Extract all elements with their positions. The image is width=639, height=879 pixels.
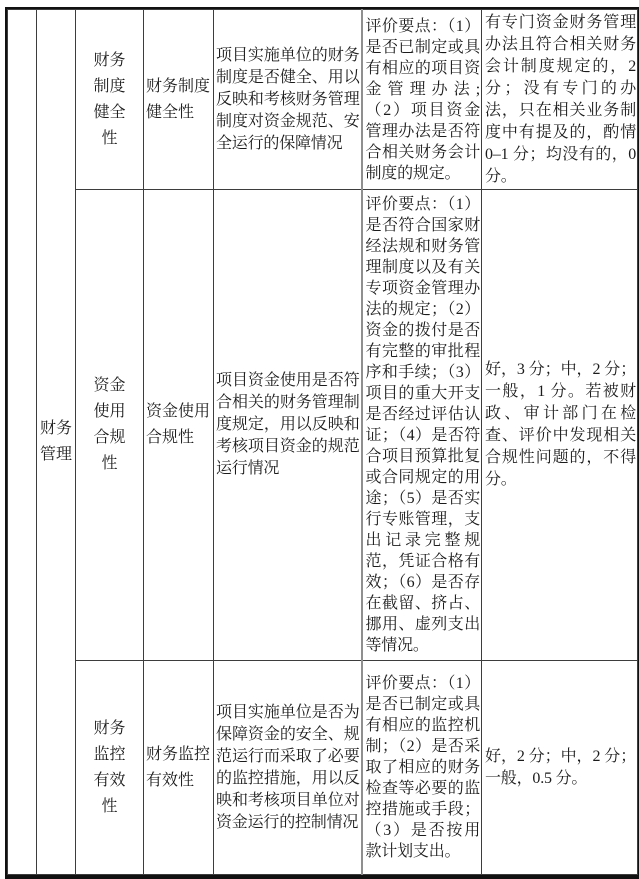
evaluation-criteria-table xyxy=(7,9,638,875)
indicator-repeat-label: 财务制度健全性 xyxy=(146,77,211,121)
evaluation-points-cell: 评价要点：（1）是否已制定或具有相应的项目资金管理办法;（2）项目资金管理办法是否符合相关财务会计制度的规定。 xyxy=(362,10,482,190)
description-cell: 项目实施单位是否为保障资金的安全、规范运行而采取了必要的监控措施，用以反映和考核项目单位对资金运行的控制情况 xyxy=(214,661,362,875)
left-margin-cell xyxy=(8,10,37,875)
indicator-repeat-cell xyxy=(144,10,214,190)
indicator-cell-fund-use-compliance xyxy=(76,190,144,661)
indicator-repeat-cell xyxy=(144,661,214,875)
description-cell: 项目实施单位的财务制度是否健全、用以反映和考核财务管理制度对资金规范、安全运行的保障情况 xyxy=(214,10,362,190)
evaluation-points-cell: 评价要点：（1）是否已制定或具有相应的监控机制；（2）是否采取了相应的财务检查等必要的监控措施或手段；（3）是否按用款计划支出。 xyxy=(362,661,482,875)
table-row xyxy=(8,661,638,875)
table-row xyxy=(8,190,638,661)
scoring-cell: 好，3 分；中，2 分；一般，1 分。若被财政、审计部门在检查、评价中发现相关合规性问题的，不得分。 xyxy=(482,190,638,661)
indicator-label: 财务监控有效性 xyxy=(93,719,126,815)
indicator-label: 资金使用合规性 xyxy=(93,377,126,472)
scoring-cell: 有专门资金财务管理办法且符合相关财务会计制度规定的，2 分；没有专门的办法，只在相关业务制度中有提及的，酌情 0–1 分；均没有的，0 分。 xyxy=(482,10,638,190)
indicator-repeat-label: 财务监控有效性 xyxy=(146,745,211,789)
indicator-cell-financial-system xyxy=(76,10,144,190)
dimension-label: 财务管理 xyxy=(39,420,72,463)
indicator-repeat-cell xyxy=(144,190,214,661)
indicator-cell-financial-monitoring xyxy=(76,661,144,875)
dimension-cell-finance-management xyxy=(37,10,76,875)
table-row xyxy=(8,10,638,190)
indicator-repeat-label: 资金使用合规性 xyxy=(146,403,211,446)
indicator-label: 财务制度健全性 xyxy=(93,51,126,147)
evaluation-criteria-page xyxy=(5,7,639,879)
description-cell: 项目资金使用是否符合相关的财务管理制度规定，用以反映和考核项目资金的规范运行情况 xyxy=(214,190,362,661)
scoring-cell: 好，2 分；中，2 分；一般，0.5 分。 xyxy=(482,661,638,875)
table-frame xyxy=(5,7,639,879)
evaluation-points-cell: 评价要点：（1）是否符合国家财经法规和财务管理制度以及有关专项资金管理办法的规定；（2）资金的拨付是否有完整的审批程序和手续；（3）项目的重大开支是否经过评估认证；（4）是否符合项目预算批复或合同规定的用途；（5）是否实行专账管理，支出记录完整规范，凭证合格有效；（6）是否存在截留、挤占、挪用、虚列支出等情况。 xyxy=(362,190,482,661)
